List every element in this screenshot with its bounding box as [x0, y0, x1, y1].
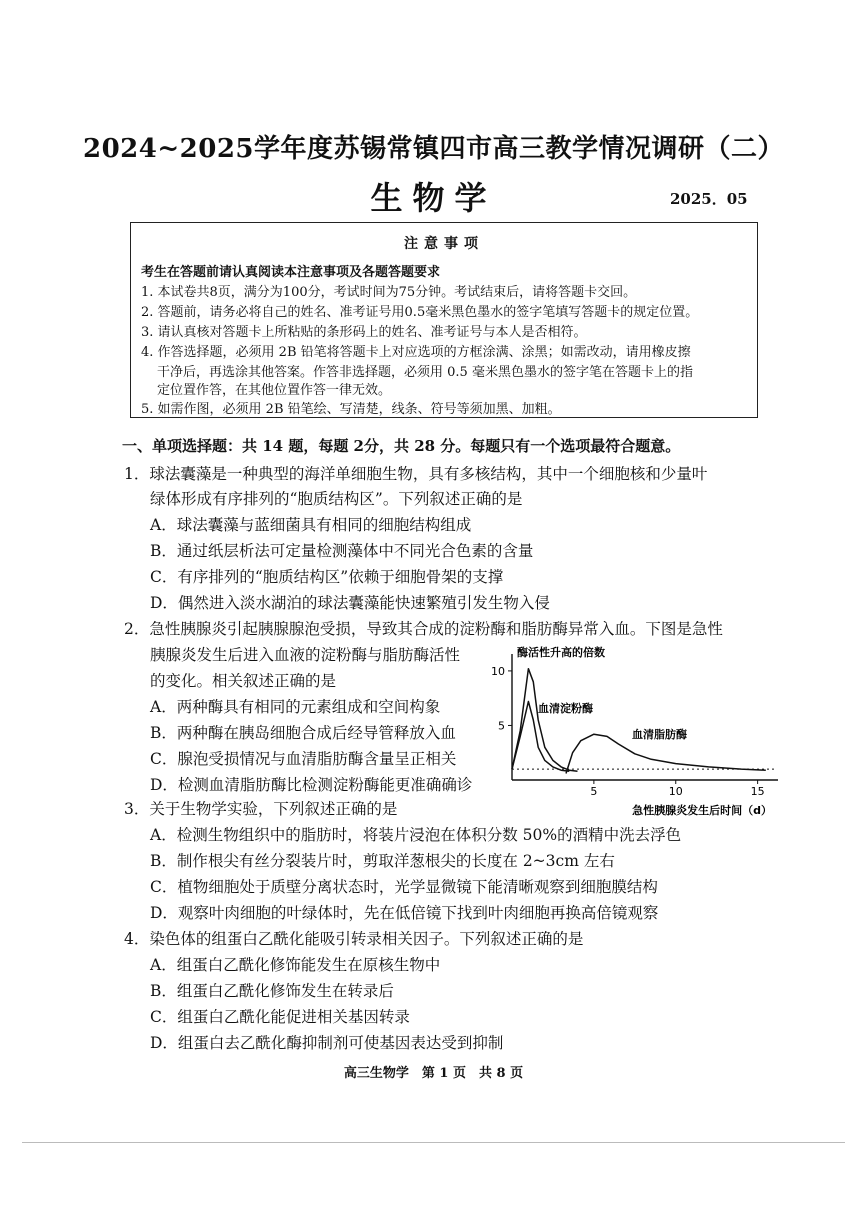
y-tick-label: 5	[498, 719, 505, 733]
notice-line: 干净后，再选涂其他答案。作答非选择题，必须用 0.5 毫米黑色墨水的签字笔在答题卡上的指	[157, 365, 693, 380]
question-2-stem-cont: 胰腺炎发生后进入血液的淀粉酶与脂肪酶活性	[150, 646, 461, 664]
enzyme-activity-chart	[482, 640, 782, 822]
section-heading: 一、单项选择题：共 14 题，每题 2分，共 28 分。每题只有一个选项最符合题意。	[122, 437, 681, 455]
notice-heading: 注意事项	[404, 236, 484, 252]
question-1-option-b: B．通过纸层析法可定量检测藻体中不同光合色素的含量	[150, 542, 534, 560]
question-3-option-c: C．植物细胞处于质壁分离状态时，光学显微镜下能清晰观察到细胞膜结构	[150, 878, 658, 896]
question-4-option-c: C．组蛋白乙酰化能促进相关基因转录	[150, 1008, 410, 1026]
x-tick-label: 15	[750, 785, 765, 798]
notice-line: 4. 作答选择题，必须用 2B 铅笔将答题卡上对应选项的方框涂满、涂黑；如需改动，请用橡皮擦	[141, 345, 691, 360]
x-axis-label: 急性胰腺炎发生后时间（d）	[632, 804, 772, 817]
question-1-option-c: C．有序排列的“胞质结构区”依赖于细胞骨架的支撑	[150, 568, 504, 586]
question-2-option-b: B．两种酶在胰岛细胞合成后经导管释放入血	[150, 724, 456, 742]
question-4-stem: 4．染色体的组蛋白乙酰化能吸引转录相关因子。下列叙述正确的是	[124, 930, 584, 948]
notice-line: 2. 答题前，请务必将自己的姓名、准考证号用0.5毫米黑色墨水的签字笔填写答题卡的规定位置。	[141, 305, 699, 320]
notice-line: 5. 如需作图，必须用 2B 铅笔绘、写清楚，线条、符号等须加黑、加粗。	[141, 402, 561, 417]
notice-line: 定位置作答，在其他位置作答一律无效。	[157, 383, 392, 398]
notice-box	[130, 222, 758, 418]
x-tick-label: 5	[590, 785, 598, 798]
exam-date: 2025．05	[670, 190, 748, 208]
series-label-amylase: 血清淀粉酶	[538, 702, 593, 715]
notice-intro: 考生在答题前请认真阅读本注意事项及各题答题要求	[141, 265, 441, 280]
question-4-option-a: A．组蛋白乙酰化修饰能发生在原核生物中	[150, 956, 441, 974]
question-4-option-d: D．组蛋白去乙酰化酶抑制剂可使基因表达受到抑制	[150, 1034, 504, 1052]
question-2-stem-cont: 的变化。相关叙述正确的是	[150, 672, 337, 690]
question-1-stem-cont: 绿体形成有序排列的“胞质结构区”。下列叙述正确的是	[150, 490, 523, 508]
question-1-stem: 1．球法囊藻是一种典型的海洋单细胞生物，具有多核结构，其中一个细胞核和少量叶	[124, 465, 708, 483]
question-2-stem: 2．急性胰腺炎引起胰腺腺泡受损，导致其合成的淀粉酶和脂肪酶异常入血。下图是急性	[124, 620, 723, 638]
question-2-option-d: D．检测血清脂肪酶比检测淀粉酶能更准确确诊	[150, 776, 473, 794]
series-line	[512, 669, 578, 772]
page-separator	[22, 1142, 845, 1143]
question-4-option-b: B．组蛋白乙酰化修饰发生在转录后	[150, 982, 394, 1000]
series-label-lipase: 血清脂肪酶	[632, 728, 687, 741]
notice-line: 1. 本试卷共8页，满分为100分，考试时间为75分钟。考试结束后，请将答题卡交回。	[141, 285, 637, 300]
question-1-option-a: A．球法囊藻与蓝细菌具有相同的细胞结构组成	[150, 516, 472, 534]
exam-title: 2024~2025学年度苏锡常镇四市高三教学情况调研（二）	[82, 134, 784, 164]
question-2-option-c: C．腺泡受损情况与血清脂肪酶含量呈正相关	[150, 750, 457, 768]
question-3-stem: 3．关于生物学实验，下列叙述正确的是	[124, 800, 398, 818]
x-tick-label: 10	[668, 785, 683, 798]
question-3-option-a: A．检测生物组织中的脂肪时，将装片浸泡在体积分数 50%的酒精中洗去浮色	[150, 826, 682, 844]
subject-title: 生物学	[370, 179, 497, 217]
question-1-option-d: D．偶然进入淡水湖泊的球法囊藻能快速繁殖引发生物入侵	[150, 594, 550, 612]
question-3-option-d: D．观察叶肉细胞的叶绿体时，先在低倍镜下找到叶肉细胞再换高倍镜观察	[150, 904, 659, 922]
question-3-option-b: B．制作根尖有丝分裂装片时，剪取洋葱根尖的长度在 2~3cm 左右	[150, 852, 615, 870]
question-2-option-a: A．两种酶具有相同的元素组成和空间构象	[150, 698, 441, 716]
y-axis-label: 酶活性升高的倍数	[517, 646, 605, 659]
page-footer: 高三生物学 第 1 页 共 8 页	[343, 1066, 524, 1081]
y-tick-label: 10	[491, 664, 505, 678]
notice-line: 3. 请认真核对答题卡上所粘贴的条形码上的姓名、准考证号与本人是否相符。	[141, 325, 587, 340]
